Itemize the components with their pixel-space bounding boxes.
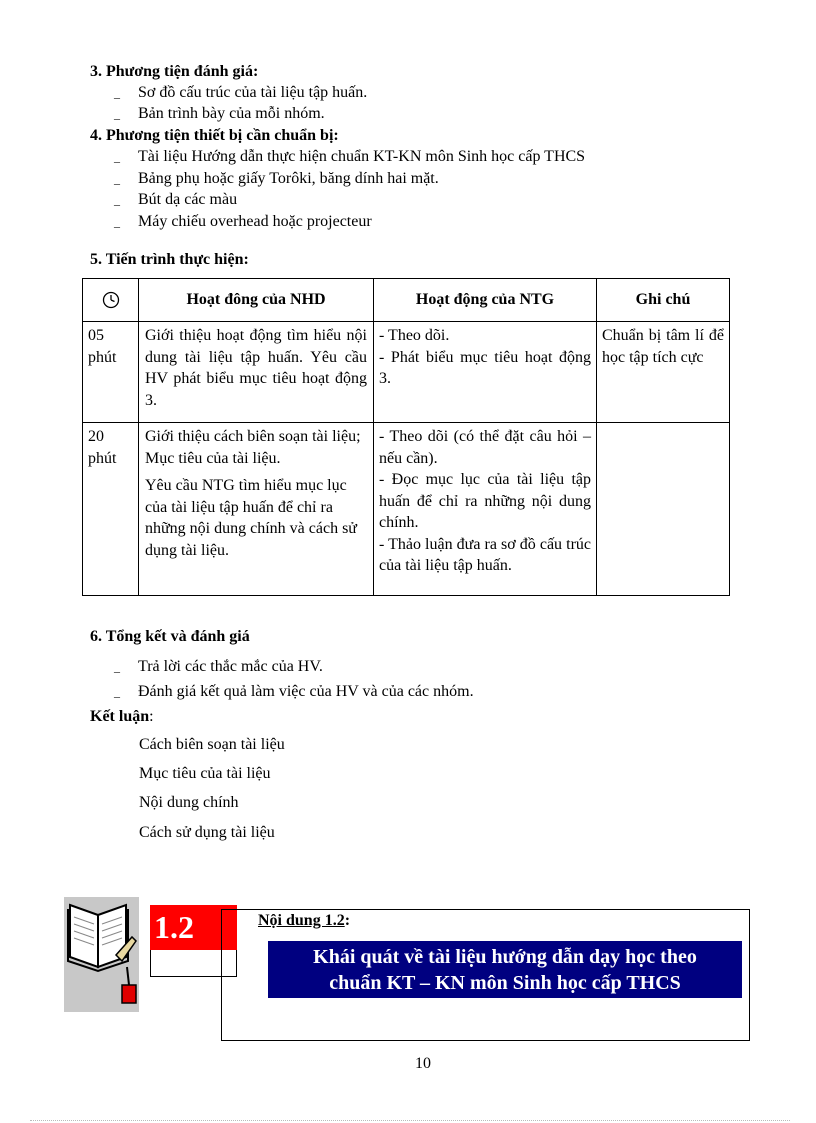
list-item: _ Đánh giá kết quả làm việc của HV và của các nhóm.: [114, 683, 474, 700]
clock-header: [82, 278, 139, 322]
list-item: _ Máy chiếu overhead hoặc projecteur: [114, 213, 372, 230]
conclusion-heading: Kết luận:: [90, 708, 154, 725]
list-item: _ Trả lời các thắc mắc của HV.: [114, 658, 323, 675]
column-header-ntg: Hoạt động của NTG: [373, 278, 597, 322]
book-icon: [64, 897, 139, 1012]
table-cell-time: 20 phút: [82, 422, 139, 596]
list-item: _ Bản trình bày của mỗi nhóm.: [114, 105, 325, 122]
list-item: _ Tài liệu Hướng dẫn thực hiện chuẩn KT-KN môn Sinh học cấp THCS: [114, 148, 586, 165]
clock-icon: [102, 291, 120, 309]
column-header-nhd: Hoạt đông của NHD: [138, 278, 374, 322]
list-item: _ Bảng phụ hoặc giấy Torôki, băng dính hai mặt.: [114, 170, 439, 187]
footer-divider: [30, 1120, 790, 1121]
section-number: 1.2: [150, 905, 237, 950]
conclusion-item: Cách biên soạn tài liệu: [139, 736, 285, 753]
conclusion-item: Mục tiêu của tài liệu: [139, 765, 271, 782]
section-4-heading: 4. Phương tiện thiết bị cần chuẩn bị:: [90, 127, 339, 144]
column-header-note: Ghi chú: [596, 278, 730, 322]
table-cell-ntg: - Theo dõi (có thể đặt câu hỏi – nếu cần). - Đọc mục lục của tài liệu tập huấn để chỉ ra những nội dung chính. - Thảo luận đưa ra sơ đồ cấu trúc của tài liệu tập huấn.: [373, 422, 597, 596]
table-cell-note: [596, 422, 730, 596]
content-title: Khái quát về tài liệu hướng dẫn dạy học theo chuẩn KT – KN môn Sinh học cấp THCS: [268, 941, 742, 998]
table-cell-time: 05 phút: [82, 321, 139, 423]
table-cell-ntg: - Theo dõi. - Phát biểu mục tiêu hoạt động 3.: [373, 321, 597, 423]
list-item: _ Bút dạ các màu: [114, 191, 238, 208]
conclusion-item: Nội dung chính: [139, 794, 239, 811]
activity-table: [82, 278, 730, 596]
section-6-heading: 6. Tổng kết và đánh giá: [90, 628, 250, 645]
list-item: _ Sơ đồ cấu trúc của tài liệu tập huấn.: [114, 84, 368, 101]
content-label: Nội dung 1.2:: [258, 912, 351, 929]
conclusion-item: Cách sử dụng tài liệu: [139, 824, 275, 841]
page-number: 10: [415, 1055, 431, 1072]
table-cell-nhd: Giới thiệu cách biên soạn tài liệu; Mục tiêu của tài liệu. Yêu cầu NTG tìm hiểu mục lục của tài liệu tập huấn để chỉ ra những nội dung chính và cách sử dụng tài liệu.: [138, 422, 374, 596]
table-cell-nhd: Giới thiệu hoạt động tìm hiểu nội dung tài liệu tập huấn. Yêu cầu HV phát biểu mục tiêu hoạt động 3.: [138, 321, 374, 423]
section-3-heading: 3. Phương tiện đánh giá:: [90, 63, 259, 80]
section-5-heading: 5. Tiến trình thực hiện:: [90, 251, 249, 268]
table-cell-note: Chuẩn bị tâm lí để học tập tích cực: [596, 321, 730, 423]
